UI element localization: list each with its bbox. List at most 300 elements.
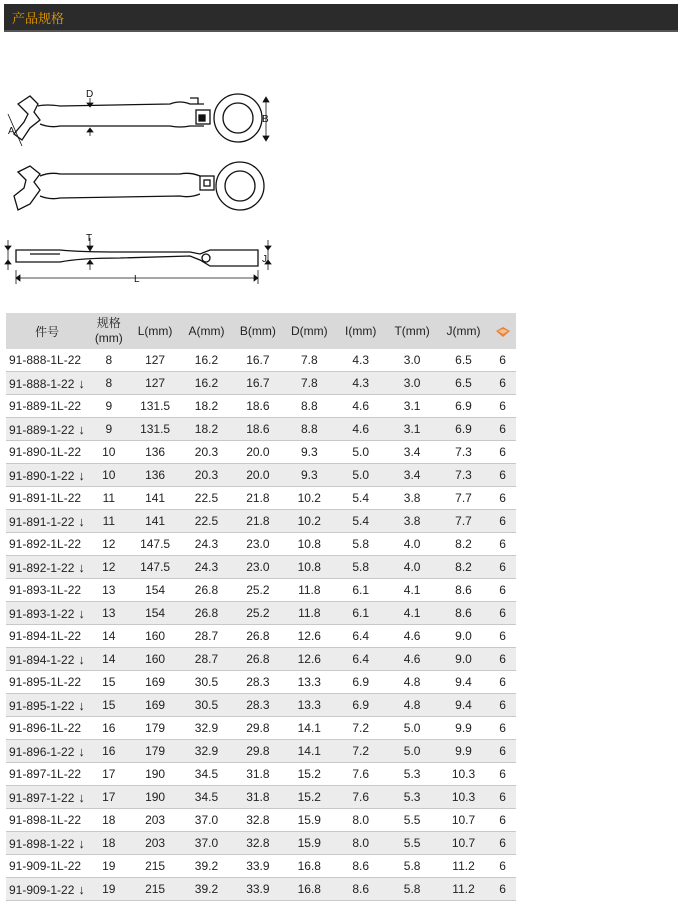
table-row [6,464,516,487]
cell-part-number [6,510,88,533]
section-header-bar [4,4,678,32]
cell-size: 10 [88,441,129,464]
cell-qty: 6 [489,602,516,625]
part-number-text: 91-909-1L-22 [9,859,82,873]
part-number-text: 91-896-1L-22 [9,721,82,735]
part-number-text: 91-895-1L-22 [9,675,82,689]
cell-t: 4.1 [386,602,437,625]
cell-size: 16 [88,740,129,763]
cell-qty: 6 [489,625,516,648]
cell-a: 37.0 [181,809,232,832]
cell-a: 16.2 [181,349,232,372]
cell-a: 26.8 [181,602,232,625]
cell-t: 5.0 [386,717,437,740]
cell-b: 21.8 [232,510,283,533]
cell-b: 31.8 [232,763,283,786]
cell-d: 9.3 [284,464,335,487]
cell-b: 28.3 [232,694,283,717]
cell-size: 13 [88,602,129,625]
col-header-a: A(mm) [181,313,232,349]
table-row [6,418,516,441]
cell-a: 32.9 [181,717,232,740]
table-row [6,648,516,671]
cell-qty: 6 [489,533,516,556]
cell-part-number [6,464,88,487]
cell-b: 33.9 [232,878,283,901]
cell-t: 3.1 [386,418,437,441]
cell-size: 14 [88,648,129,671]
down-arrow-icon: ↓ [78,881,85,897]
cell-d: 8.8 [284,395,335,418]
cell-size: 15 [88,694,129,717]
cell-j: 6.9 [438,418,489,441]
cell-a: 39.2 [181,878,232,901]
part-number-text: 91-897-1-22 [9,790,75,805]
cell-j: 6.5 [438,372,489,395]
cell-qty: 6 [489,395,516,418]
cell-size: 15 [88,671,129,694]
dimension-label-t: T [86,233,93,244]
cell-b: 20.0 [232,441,283,464]
part-number-text: 91-890-1-22 [9,468,75,483]
cell-size: 9 [88,395,129,418]
part-number-text: 91-891-1-22 [9,514,75,529]
down-arrow-icon: ↓ [78,513,85,529]
cell-a: 22.5 [181,487,232,510]
cell-part-number [6,694,88,717]
cell-qty: 6 [489,855,516,878]
cell-t: 4.8 [386,694,437,717]
cell-qty: 6 [489,694,516,717]
cell-l: 179 [129,717,180,740]
table-row [6,487,516,510]
cell-b: 29.8 [232,717,283,740]
part-number-text: 91-893-1-22 [9,606,75,621]
cell-l: 215 [129,878,180,901]
cell-size: 12 [88,533,129,556]
cell-l: 215 [129,855,180,878]
cell-t: 3.0 [386,372,437,395]
table-row [6,349,516,372]
part-number-text: 91-894-1-22 [9,652,75,667]
section-title: 产品规格 [12,12,65,27]
cell-a: 22.5 [181,510,232,533]
cell-part-number [6,648,88,671]
cell-a: 30.5 [181,671,232,694]
cell-i: 8.6 [335,878,386,901]
cell-l: 131.5 [129,418,180,441]
cell-t: 4.0 [386,556,437,579]
cell-l: 154 [129,579,180,602]
cell-j: 9.4 [438,671,489,694]
cell-i: 7.2 [335,717,386,740]
table-row [6,786,516,809]
cell-j: 10.7 [438,809,489,832]
part-number-text: 91-888-1-22 [9,376,75,391]
cell-a: 24.3 [181,556,232,579]
cell-i: 7.6 [335,763,386,786]
cell-b: 29.8 [232,740,283,763]
down-arrow-icon: ↓ [78,421,85,437]
cell-qty: 6 [489,372,516,395]
cell-size: 17 [88,786,129,809]
cell-part-number [6,717,88,740]
part-number-text: 91-889-1-22 [9,422,75,437]
cell-a: 30.5 [181,694,232,717]
cell-d: 15.2 [284,786,335,809]
cell-l: 190 [129,786,180,809]
col-header-j: J(mm) [438,313,489,349]
cell-part-number [6,740,88,763]
cell-size: 19 [88,878,129,901]
down-arrow-icon: ↓ [78,743,85,759]
cell-j: 9.0 [438,648,489,671]
cell-d: 14.1 [284,717,335,740]
dimension-label-j: J [262,254,267,265]
cell-part-number [6,487,88,510]
table-row [6,395,516,418]
cell-i: 6.1 [335,579,386,602]
cell-d: 13.3 [284,671,335,694]
cell-t: 3.8 [386,487,437,510]
cell-b: 31.8 [232,786,283,809]
cell-qty: 6 [489,763,516,786]
cell-i: 6.4 [335,648,386,671]
cell-i: 5.4 [335,510,386,533]
cell-t: 3.8 [386,510,437,533]
col-header-size [88,313,129,349]
cell-j: 10.3 [438,763,489,786]
cell-j: 7.3 [438,464,489,487]
down-arrow-icon: ↓ [78,559,85,575]
cell-a: 37.0 [181,832,232,855]
part-number-text: 91-909-1-22 [9,882,75,897]
cell-t: 3.4 [386,464,437,487]
col-header-size-line1: 规格 [96,316,121,330]
cell-l: 160 [129,625,180,648]
cell-part-number [6,579,88,602]
table-row [6,740,516,763]
cell-a: 20.3 [181,464,232,487]
down-arrow-icon: ↓ [78,835,85,851]
cell-part-number [6,625,88,648]
cell-d: 15.9 [284,809,335,832]
cell-t: 4.6 [386,625,437,648]
cell-i: 8.6 [335,855,386,878]
cell-j: 8.6 [438,602,489,625]
cell-b: 25.2 [232,579,283,602]
cell-b: 20.0 [232,464,283,487]
cell-i: 6.9 [335,694,386,717]
dimension-label-l: L [134,274,140,285]
spec-table [6,313,516,901]
table-row [6,671,516,694]
cell-qty: 6 [489,671,516,694]
cell-part-number [6,372,88,395]
cell-a: 20.3 [181,441,232,464]
cell-j: 9.0 [438,625,489,648]
dimension-label-b: B [262,114,269,125]
cell-t: 3.0 [386,349,437,372]
cell-d: 7.8 [284,372,335,395]
cell-part-number [6,349,88,372]
cell-l: 203 [129,832,180,855]
cell-qty: 6 [489,418,516,441]
table-header-row [6,313,516,349]
cell-b: 16.7 [232,372,283,395]
cell-i: 4.6 [335,395,386,418]
down-arrow-icon: ↓ [78,605,85,621]
cell-size: 12 [88,556,129,579]
cell-b: 25.2 [232,602,283,625]
cell-i: 7.2 [335,740,386,763]
cell-d: 12.6 [284,625,335,648]
cell-i: 5.0 [335,441,386,464]
cell-l: 141 [129,510,180,533]
cell-t: 5.5 [386,832,437,855]
cell-b: 26.8 [232,648,283,671]
cell-a: 39.2 [181,855,232,878]
cell-part-number [6,878,88,901]
cell-a: 28.7 [181,648,232,671]
table-row [6,763,516,786]
cell-l: 169 [129,694,180,717]
down-arrow-icon: ↓ [78,697,85,713]
col-header-i: I(mm) [335,313,386,349]
cell-l: 136 [129,441,180,464]
cell-b: 23.0 [232,556,283,579]
cell-t: 3.1 [386,395,437,418]
cell-b: 18.6 [232,418,283,441]
cell-d: 10.2 [284,510,335,533]
cell-b: 28.3 [232,671,283,694]
col-header-d: D(mm) [284,313,335,349]
cell-j: 10.3 [438,786,489,809]
cell-t: 5.3 [386,763,437,786]
cell-l: 127 [129,349,180,372]
part-number-text: 91-898-1-22 [9,836,75,851]
cell-t: 3.4 [386,441,437,464]
col-header-qty [489,313,516,349]
table-row [6,372,516,395]
package-icon [496,327,510,337]
cell-d: 11.8 [284,602,335,625]
cell-d: 8.8 [284,418,335,441]
cell-size: 11 [88,510,129,533]
cell-t: 4.0 [386,533,437,556]
cell-part-number [6,786,88,809]
cell-j: 7.3 [438,441,489,464]
cell-i: 6.1 [335,602,386,625]
table-row [6,510,516,533]
cell-d: 9.3 [284,441,335,464]
cell-size: 18 [88,809,129,832]
cell-t: 5.3 [386,786,437,809]
cell-part-number [6,556,88,579]
table-row [6,694,516,717]
wrench-top-view-drawing [14,94,262,142]
cell-l: 147.5 [129,533,180,556]
cell-size: 16 [88,717,129,740]
cell-d: 7.8 [284,349,335,372]
cell-t: 4.6 [386,648,437,671]
cell-size: 11 [88,487,129,510]
cell-j: 10.7 [438,832,489,855]
cell-size: 10 [88,464,129,487]
cell-part-number [6,809,88,832]
cell-qty: 6 [489,487,516,510]
cell-l: 154 [129,602,180,625]
cell-b: 23.0 [232,533,283,556]
part-number-text: 91-897-1L-22 [9,767,82,781]
cell-size: 18 [88,832,129,855]
part-number-text: 91-896-1-22 [9,744,75,759]
cell-part-number [6,832,88,855]
col-header-part: 件号 [6,313,88,349]
cell-qty: 6 [489,464,516,487]
cell-t: 4.1 [386,579,437,602]
cell-part-number [6,395,88,418]
cell-j: 11.2 [438,855,489,878]
cell-i: 4.6 [335,418,386,441]
col-header-size-line2: (mm) [94,331,123,345]
cell-t: 5.5 [386,809,437,832]
cell-part-number [6,418,88,441]
part-number-text: 91-894-1L-22 [9,629,82,643]
cell-j: 6.5 [438,349,489,372]
table-row [6,855,516,878]
cell-l: 190 [129,763,180,786]
cell-b: 26.8 [232,625,283,648]
cell-qty: 6 [489,878,516,901]
cell-l: 160 [129,648,180,671]
dimension-label-d: D [86,89,94,100]
cell-qty: 6 [489,556,516,579]
cell-i: 7.6 [335,786,386,809]
table-row [6,556,516,579]
part-number-text: 91-889-1L-22 [9,399,82,413]
cell-part-number [6,533,88,556]
table-row [6,809,516,832]
cell-b: 21.8 [232,487,283,510]
cell-i: 6.9 [335,671,386,694]
cell-b: 33.9 [232,855,283,878]
part-number-text: 91-895-1-22 [9,698,75,713]
cell-size: 14 [88,625,129,648]
cell-qty: 6 [489,740,516,763]
cell-a: 34.5 [181,786,232,809]
col-header-l: L(mm) [129,313,180,349]
cell-l: 147.5 [129,556,180,579]
cell-size: 8 [88,372,129,395]
part-number-text: 91-892-1L-22 [9,537,82,551]
cell-part-number [6,671,88,694]
cell-size: 13 [88,579,129,602]
cell-b: 16.7 [232,349,283,372]
cell-a: 32.9 [181,740,232,763]
cell-i: 4.3 [335,372,386,395]
cell-d: 11.8 [284,579,335,602]
cell-l: 136 [129,464,180,487]
cell-i: 5.8 [335,556,386,579]
table-row [6,878,516,901]
cell-a: 24.3 [181,533,232,556]
cell-j: 8.2 [438,556,489,579]
cell-i: 8.0 [335,832,386,855]
cell-qty: 6 [489,809,516,832]
cell-t: 5.8 [386,855,437,878]
cell-t: 5.8 [386,878,437,901]
cell-t: 4.8 [386,671,437,694]
down-arrow-icon: ↓ [78,651,85,667]
cell-j: 8.6 [438,579,489,602]
cell-l: 127 [129,372,180,395]
table-row [6,602,516,625]
cell-j: 9.9 [438,740,489,763]
cell-qty: 6 [489,832,516,855]
part-number-text: 91-890-1L-22 [9,445,82,459]
table-body [6,349,516,901]
dimension-label-a: A [8,126,15,137]
cell-d: 15.2 [284,763,335,786]
cell-d: 10.8 [284,533,335,556]
col-header-b: B(mm) [232,313,283,349]
cell-size: 9 [88,418,129,441]
cell-j: 6.9 [438,395,489,418]
cell-qty: 6 [489,717,516,740]
cell-j: 8.2 [438,533,489,556]
cell-l: 141 [129,487,180,510]
cell-a: 28.7 [181,625,232,648]
table-row [6,625,516,648]
cell-b: 32.8 [232,809,283,832]
cell-l: 179 [129,740,180,763]
cell-d: 12.6 [284,648,335,671]
cell-a: 18.2 [181,395,232,418]
cell-qty: 6 [489,786,516,809]
cell-l: 203 [129,809,180,832]
part-number-text: 91-891-1L-22 [9,491,82,505]
cell-i: 8.0 [335,809,386,832]
table-row [6,533,516,556]
cell-qty: 6 [489,648,516,671]
cell-part-number [6,602,88,625]
cell-part-number [6,441,88,464]
cell-qty: 6 [489,579,516,602]
cell-i: 6.4 [335,625,386,648]
cell-t: 5.0 [386,740,437,763]
cell-size: 17 [88,763,129,786]
cell-j: 11.2 [438,878,489,901]
wrench-dimension-diagram [0,80,300,290]
cell-d: 16.8 [284,878,335,901]
wrench-side-perspective-drawing [14,162,264,210]
cell-d: 13.3 [284,694,335,717]
cell-i: 5.0 [335,464,386,487]
table-row [6,717,516,740]
cell-a: 16.2 [181,372,232,395]
cell-d: 16.8 [284,855,335,878]
cell-i: 5.8 [335,533,386,556]
cell-qty: 6 [489,510,516,533]
cell-part-number [6,855,88,878]
cell-i: 4.3 [335,349,386,372]
cell-l: 169 [129,671,180,694]
wrench-profile-drawing [16,250,258,266]
cell-part-number [6,763,88,786]
cell-size: 19 [88,855,129,878]
cell-b: 18.6 [232,395,283,418]
